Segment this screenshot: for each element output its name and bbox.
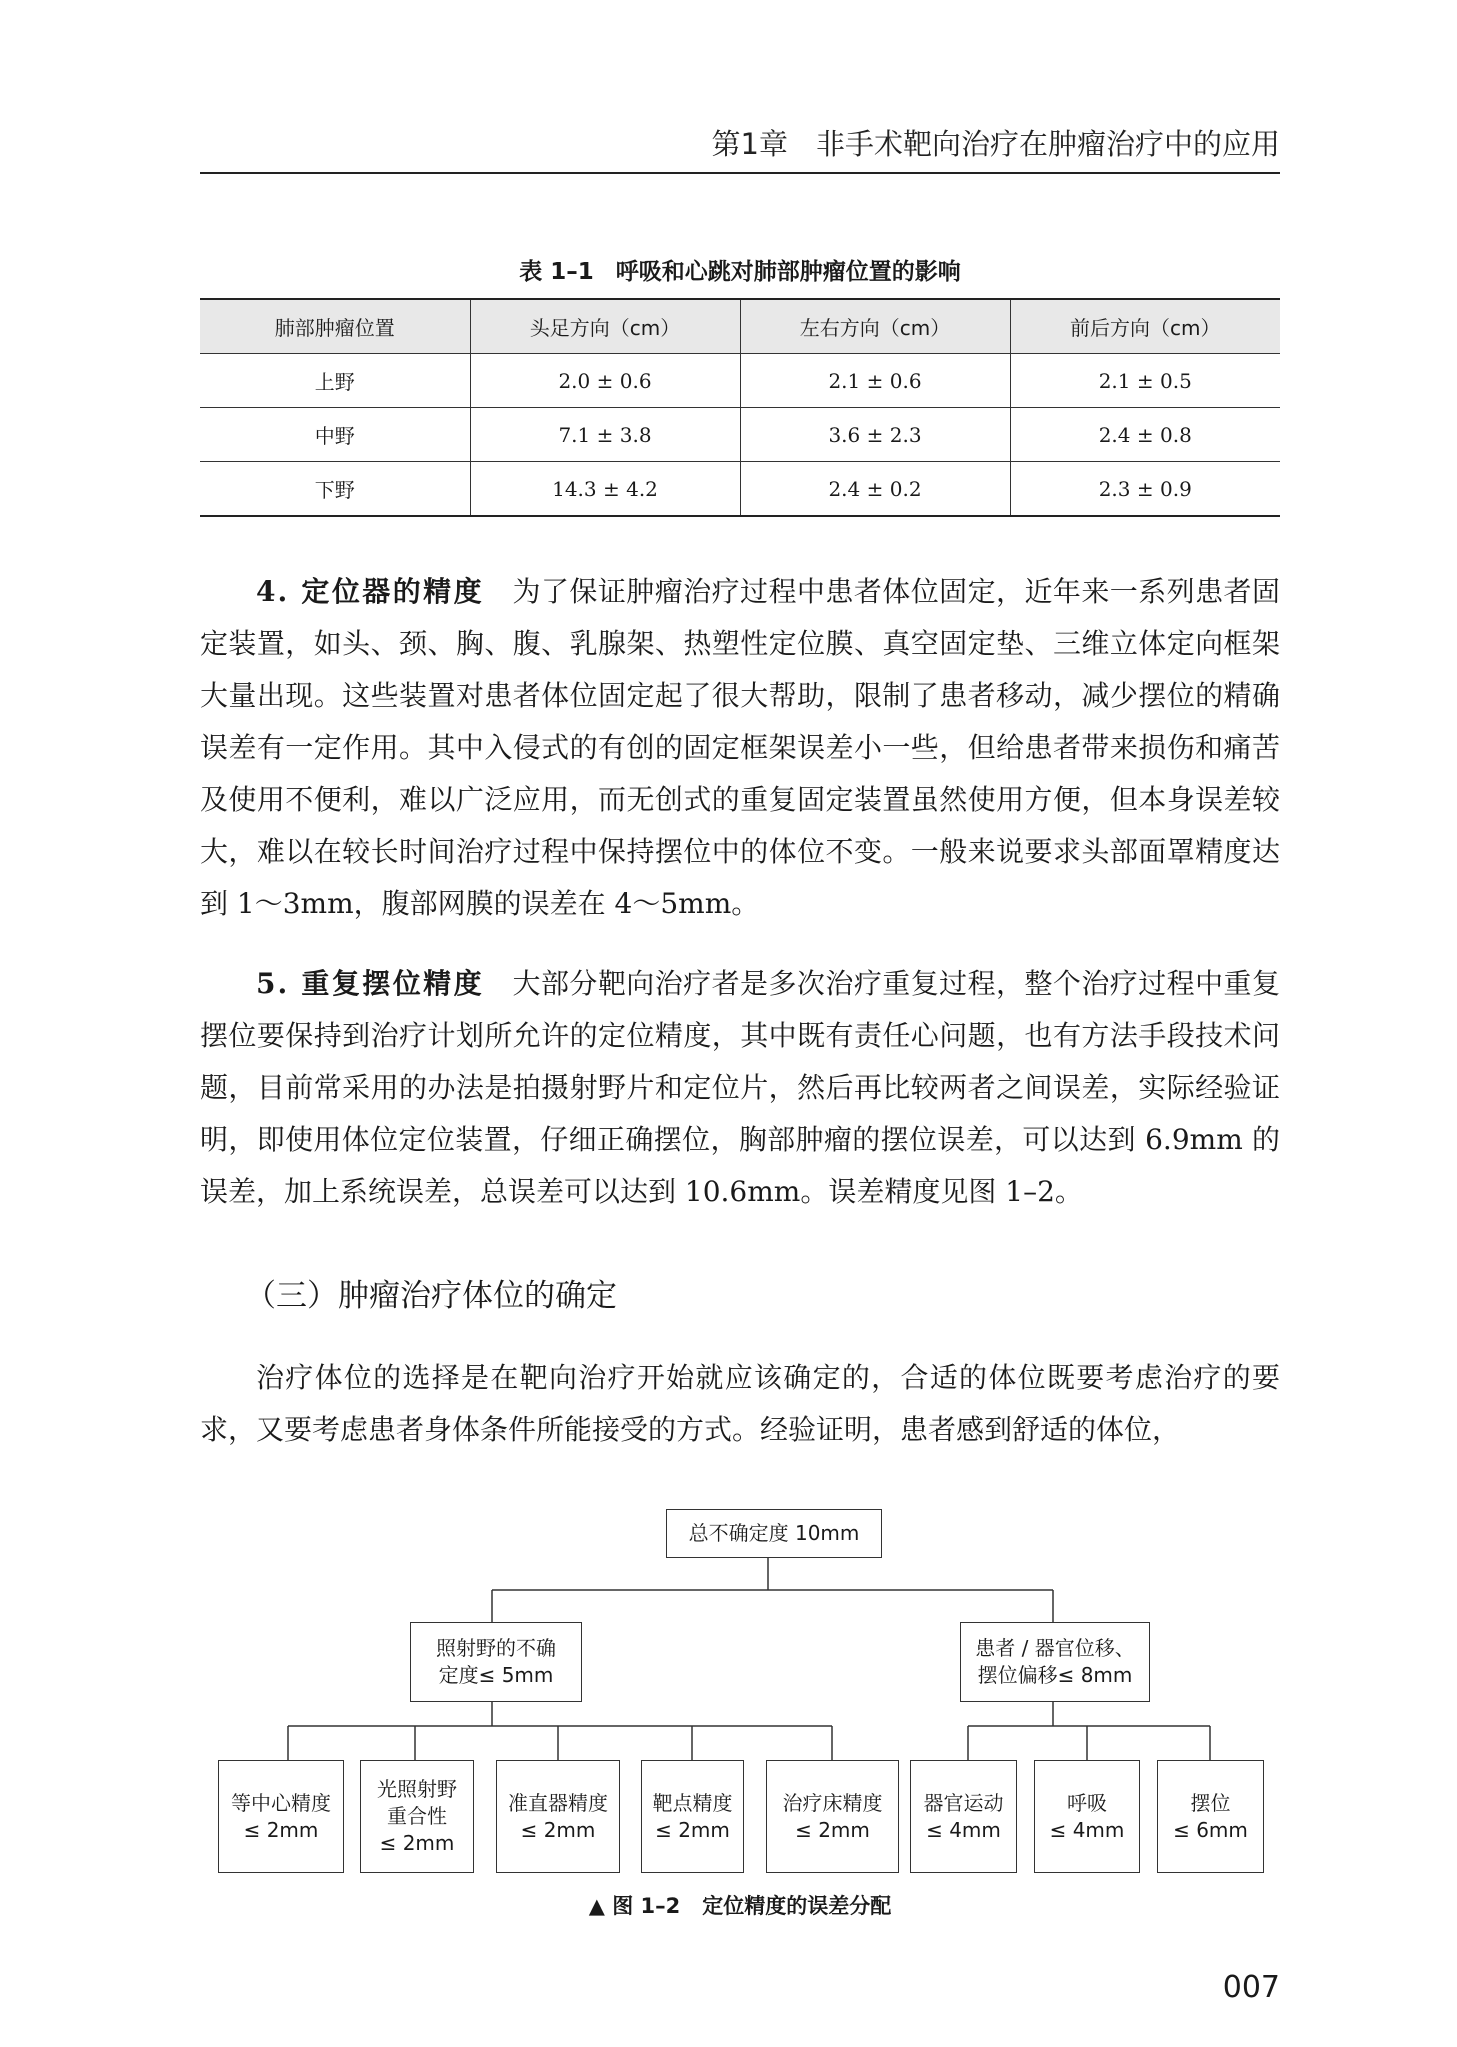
column-header: 肺部肿瘤位置 (274, 316, 395, 340)
table-cell: 2.3 ± 0.9 (1010, 462, 1280, 517)
node-label: 准直器精度 (508, 1790, 608, 1815)
figure-title: 定位精度的误差分配 (702, 1894, 892, 1918)
node-label: ≤ 2mm (379, 1831, 455, 1855)
node-label: 定度≤ 5mm (438, 1663, 554, 1687)
node-label: ≤ 2mm (520, 1817, 596, 1842)
table-cell: 2.1 ± 0.5 (1010, 354, 1280, 408)
table-cell: 2.4 ± 0.8 (1010, 408, 1280, 462)
table-cell: 2.4 ± 0.2 (740, 462, 1010, 517)
diagram-leaf-organ-motion (910, 1760, 1017, 1873)
table-number: 表 1–1 (519, 259, 594, 285)
paragraph-body: 为了保证肿瘤治疗过程中患者体位固定，近年来一系列患者固定装置，如头、颈、胸、腹、乳腺架、热塑性定位膜、真空固定垫、三维立体定向框架大量出现。这些装置对患者体位固定起了很大帮助，限制了患者移动，减少摆位的精确误差有一定作用。其中入侵式的有创的固定框架误差小一些，但给患者带来损伤和痛苦及使用不便利，难以广泛应用，而无创式的重复固定装置虽然使用方便，但本身误差较大，难以在较长时间治疗过程中保持摆位中的体位不变。一般来说要求头部面罩精度达到 1～3mm，腹部网膜的误差在 4～5mm。 (200, 575, 1280, 920)
node-label: 摆位 (1190, 1790, 1231, 1815)
paragraph-lead: 5. 重复摆位精度 (256, 967, 485, 1000)
diagram-leaf-collimator (496, 1760, 620, 1873)
diagram-leaf-light-field (360, 1760, 474, 1873)
table-cell: 3.6 ± 2.3 (740, 408, 1010, 462)
node-label: 重合性 (387, 1804, 447, 1828)
diagram-root-node (666, 1509, 882, 1558)
diagram-patient-displacement-node (960, 1622, 1150, 1702)
table-cell: 上野 (314, 370, 355, 394)
diagram-leaf-isocenter (218, 1760, 344, 1873)
diagram-leaf-target (641, 1760, 744, 1873)
node-label: 呼吸 (1067, 1790, 1107, 1815)
paragraph-body: 治疗体位的选择是在靶向治疗开始就应该确定的，合适的体位既要考虑治疗的要求，又要考虑患者身体条件所能接受的方式。经验证明，患者感到舒适的体位， (200, 1361, 1280, 1446)
column-header: 头足方向（cm） (470, 299, 740, 354)
node-label: 器官运动 (923, 1790, 1004, 1815)
section-heading: （三）肿瘤治疗体位的确定 (245, 1278, 617, 1314)
table-title: 呼吸和心跳对肺部肿瘤位置的影响 (615, 259, 961, 285)
figure-number: 图 1–2 (612, 1894, 681, 1918)
figure-caption (200, 1890, 1280, 1920)
table-cell: 2.0 ± 0.6 (470, 354, 740, 408)
diagram-leaf-couch (766, 1760, 899, 1873)
node-label: ≤ 2mm (795, 1817, 870, 1842)
node-label: 患者 / 器官位移、 (975, 1636, 1135, 1660)
node-label: 照射野的不确 (436, 1636, 556, 1660)
node-label: 光照射野 (377, 1777, 457, 1801)
node-label: ≤ 2mm (655, 1817, 730, 1842)
column-header: 前后方向（cm） (1010, 299, 1280, 354)
table-cell: 7.1 ± 3.8 (470, 408, 740, 462)
node-label: 治疗床精度 (782, 1790, 883, 1815)
paragraph-lead: 4. 定位器的精度 (256, 575, 485, 608)
node-label: ≤ 2mm (243, 1817, 319, 1842)
table-cell: 下野 (314, 478, 355, 502)
node-label: ≤ 4mm (1049, 1817, 1125, 1842)
table-cell: 中野 (314, 424, 355, 448)
node-label: 总不确定度 10mm (688, 1521, 860, 1545)
chapter-title: 非手术靶向治疗在肿瘤治疗中的应用 (815, 127, 1280, 161)
node-label: 靶点精度 (652, 1790, 733, 1815)
node-label: 等中心精度 (231, 1790, 331, 1815)
node-label: 摆位偏移≤ 8mm (977, 1663, 1133, 1687)
page-number: 007 (1222, 1970, 1280, 2005)
diagram-field-uncertainty-node (410, 1622, 582, 1702)
table-cell: 14.3 ± 4.2 (470, 462, 740, 517)
chapter-label: 第1章 (711, 127, 788, 161)
node-label: ≤ 6mm (1173, 1817, 1248, 1842)
diagram-leaf-breathing (1034, 1760, 1140, 1873)
paragraph-body: 大部分靶向治疗者是多次治疗重复过程，整个治疗过程中重复摆位要保持到治疗计划所允许的定位精度，其中既有责任心问题，也有方法手段技术问题，目前常采用的办法是拍摄射野片和定位片，然后再比较两者之间误差，实际经验证明，即使用体位定位装置，仔细正确摆位，胸部肿瘤的摆位误差，可以达到 6.9mm 的误差，加上系统误差，总误差可以达到 10.6mm。误差精度见图 1–2。 (200, 967, 1280, 1208)
triangle-icon: ▲ (588, 1894, 605, 1918)
diagram-leaf-setup (1157, 1760, 1264, 1873)
node-label: ≤ 4mm (926, 1817, 1001, 1842)
table-cell: 2.1 ± 0.6 (740, 354, 1010, 408)
column-header: 左右方向（cm） (740, 299, 1010, 354)
